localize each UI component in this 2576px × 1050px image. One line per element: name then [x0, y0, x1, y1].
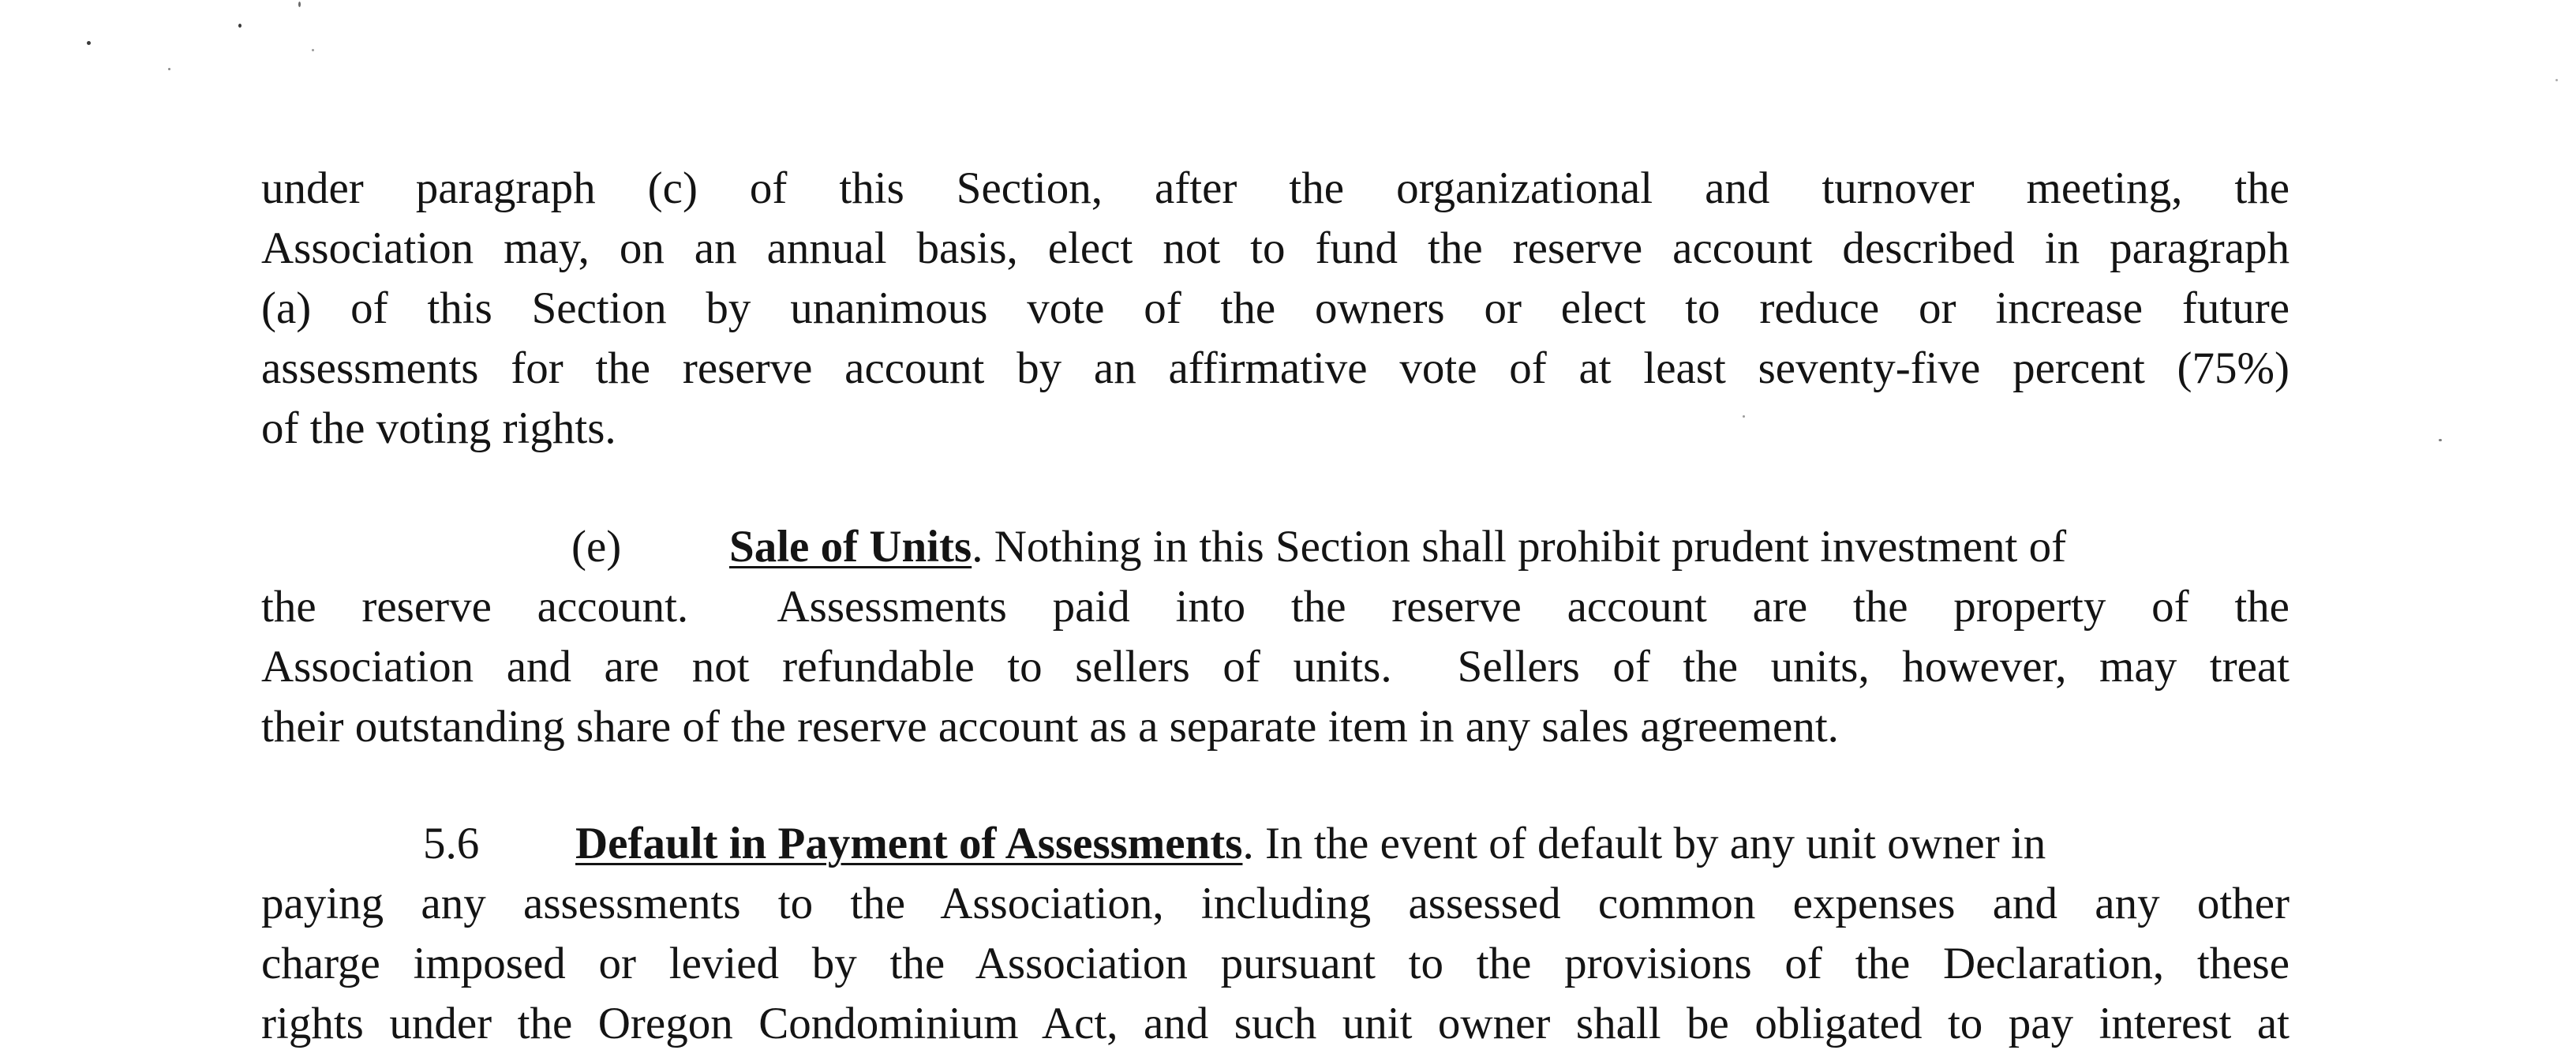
body-text-line: (a) of this Section by unanimous vote of the owners or elect to reduce or increase future — [261, 283, 2290, 333]
body-text-line: paying any assessments to the Association, including assessed common expenses and any other — [261, 879, 2290, 928]
scan-speck — [238, 24, 242, 28]
body-text-line: rights under the Oregon Condominium Act, and such unit owner shall be obligated to pay interest at — [261, 999, 2290, 1048]
section-5-6-first-line — [261, 818, 2290, 870]
body-text-run: . Nothing in this Section shall prohibit prudent investment of — [972, 522, 2067, 572]
scan-speck — [312, 49, 314, 51]
scan-speck — [2555, 79, 2558, 81]
paragraph-e-first-line — [261, 521, 2290, 573]
body-text-line: Association and are not refundable to sellers of units. Sellers of the units, however, may treat — [261, 642, 2290, 692]
scan-speck — [298, 2, 301, 7]
section-heading: Default in Payment of Assessments — [575, 819, 1243, 868]
paragraph-e-heading-line — [729, 521, 2066, 573]
body-text-line: their outstanding share of the reserve account as a separate item in any sales agreement. — [261, 702, 1839, 752]
body-text-line: Association may, on an annual basis, elect not to fund the reserve account described in paragraph — [261, 223, 2290, 273]
paragraph-marker: (e) — [571, 522, 622, 572]
scan-speck — [168, 68, 170, 70]
body-text-line: under paragraph (c) of this Section, after the organizational and turnover meeting, the — [261, 163, 2290, 213]
body-text-line: the reserve account. Assessments paid into the reserve account are the property of the — [261, 582, 2290, 632]
section-5-6-heading-line — [575, 818, 2046, 870]
section-heading: Sale of Units — [729, 522, 972, 572]
body-text-line: charge imposed or levied by the Association pursuant to the provisions of the Declaration, these — [261, 939, 2290, 988]
section-number: 5.6 — [423, 819, 480, 868]
body-text-line: assessments for the reserve account by an affirmative vote of at least seventy-five percent (75%) — [261, 343, 2290, 393]
scan-speck — [2439, 439, 2442, 441]
scan-speck — [87, 41, 91, 45]
body-text-line: of the voting rights. — [261, 403, 616, 453]
body-text-run: . In the event of default by any unit owner in — [1242, 819, 2046, 868]
